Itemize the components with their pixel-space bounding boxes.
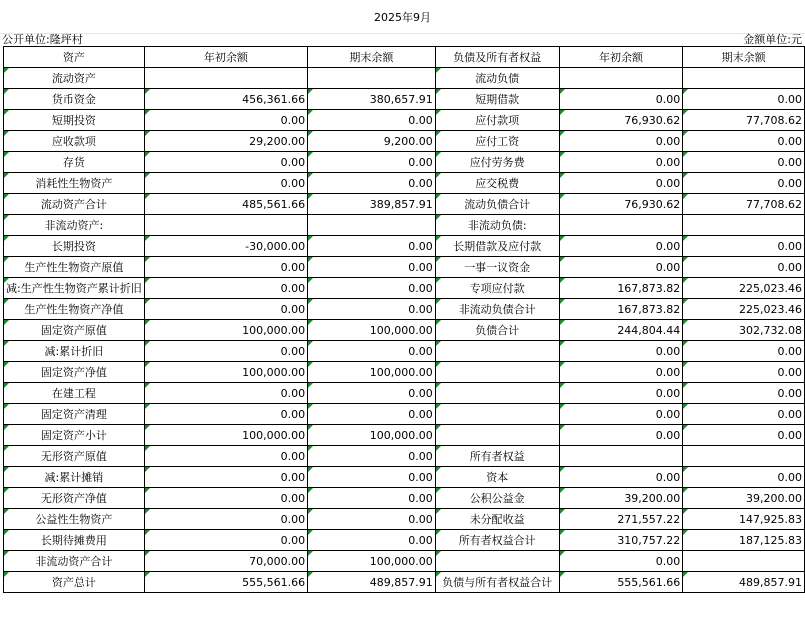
asset-closing-cell[interactable]: 100,000.00 bbox=[308, 425, 436, 446]
liability-opening-cell[interactable]: 0.00 bbox=[559, 257, 683, 278]
asset-name-cell[interactable]: 减:生产性生物资产累计折旧 bbox=[4, 278, 145, 299]
liability-opening-cell[interactable]: 244,804.44 bbox=[559, 320, 683, 341]
liability-opening-cell[interactable]: 0.00 bbox=[559, 173, 683, 194]
liability-name-cell[interactable]: 资本 bbox=[435, 467, 559, 488]
asset-opening-cell[interactable]: 29,200.00 bbox=[144, 131, 307, 152]
asset-closing-cell[interactable]: 100,000.00 bbox=[308, 320, 436, 341]
liability-name-cell[interactable]: 一事一议资金 bbox=[435, 257, 559, 278]
liability-closing-cell[interactable] bbox=[683, 446, 805, 467]
liability-name-cell[interactable]: 应交税费 bbox=[435, 173, 559, 194]
table-row bbox=[4, 467, 805, 488]
table-row bbox=[4, 215, 805, 236]
asset-closing-cell[interactable]: 0.00 bbox=[308, 509, 436, 530]
table-row bbox=[4, 320, 805, 341]
asset-name-cell[interactable]: 无形资产原值 bbox=[4, 446, 145, 467]
asset-closing-cell[interactable]: 380,657.91 bbox=[308, 89, 436, 110]
asset-opening-cell[interactable]: 456,361.66 bbox=[144, 89, 307, 110]
liability-closing-cell[interactable]: 0.00 bbox=[683, 467, 805, 488]
header-row bbox=[4, 47, 805, 68]
asset-closing-cell[interactable]: 0.00 bbox=[308, 236, 436, 257]
liability-opening-cell[interactable]: 0.00 bbox=[559, 383, 683, 404]
balance-sheet-table bbox=[3, 46, 805, 593]
asset-opening-cell[interactable]: 0.00 bbox=[144, 278, 307, 299]
balance-sheet-body bbox=[4, 47, 805, 593]
liability-closing-cell[interactable]: 0.00 bbox=[683, 257, 805, 278]
header-cell-assets-closing[interactable]: 期末余额 bbox=[308, 47, 436, 68]
liability-name-cell[interactable]: 负债与所有者权益合计 bbox=[435, 572, 559, 593]
liability-opening-cell[interactable]: 76,930.62 bbox=[559, 194, 683, 215]
liability-opening-cell[interactable]: 0.00 bbox=[559, 425, 683, 446]
asset-opening-cell[interactable]: 100,000.00 bbox=[144, 425, 307, 446]
reporting-unit: 公开单位:隆坪村 bbox=[2, 33, 83, 46]
liability-name-cell[interactable] bbox=[435, 341, 559, 362]
table-row bbox=[4, 131, 805, 152]
asset-name-cell[interactable]: 消耗性生物资产 bbox=[4, 173, 145, 194]
liability-opening-cell[interactable]: 0.00 bbox=[559, 89, 683, 110]
liability-name-cell[interactable]: 所有者权益 bbox=[435, 446, 559, 467]
liability-name-cell[interactable] bbox=[435, 383, 559, 404]
asset-closing-cell[interactable]: 9,200.00 bbox=[308, 131, 436, 152]
asset-opening-cell[interactable]: 0.00 bbox=[144, 446, 307, 467]
table-row bbox=[4, 404, 805, 425]
table-row bbox=[4, 68, 805, 89]
asset-closing-cell[interactable] bbox=[308, 68, 436, 89]
liability-closing-cell[interactable]: 225,023.46 bbox=[683, 299, 805, 320]
asset-name-cell[interactable]: 长期投资 bbox=[4, 236, 145, 257]
liability-closing-cell[interactable]: 187,125.83 bbox=[683, 530, 805, 551]
asset-name-cell[interactable]: 生产性生物资产原值 bbox=[4, 257, 145, 278]
header-cell-liabilities-opening[interactable]: 年初余额 bbox=[559, 47, 683, 68]
liability-closing-cell[interactable] bbox=[683, 551, 805, 572]
asset-closing-cell[interactable]: 0.00 bbox=[308, 173, 436, 194]
asset-opening-cell[interactable]: 100,000.00 bbox=[144, 320, 307, 341]
asset-closing-cell[interactable]: 0.00 bbox=[308, 257, 436, 278]
table-row bbox=[4, 110, 805, 131]
asset-opening-cell[interactable]: 0.00 bbox=[144, 257, 307, 278]
liability-name-cell[interactable]: 非流动负债合计 bbox=[435, 299, 559, 320]
table-row bbox=[4, 152, 805, 173]
asset-name-cell[interactable]: 公益性生物资产 bbox=[4, 509, 145, 530]
asset-name-cell[interactable]: 减:累计折旧 bbox=[4, 341, 145, 362]
asset-name-cell[interactable]: 无形资产净值 bbox=[4, 488, 145, 509]
asset-closing-cell[interactable]: 100,000.00 bbox=[308, 362, 436, 383]
asset-closing-cell[interactable]: 0.00 bbox=[308, 278, 436, 299]
liability-name-cell[interactable]: 应付工资 bbox=[435, 131, 559, 152]
liability-name-cell[interactable] bbox=[435, 362, 559, 383]
asset-opening-cell[interactable]: 0.00 bbox=[144, 383, 307, 404]
asset-closing-cell[interactable]: 100,000.00 bbox=[308, 551, 436, 572]
liability-name-cell[interactable]: 应付劳务费 bbox=[435, 152, 559, 173]
liability-closing-cell[interactable] bbox=[683, 68, 805, 89]
table-row bbox=[4, 278, 805, 299]
asset-opening-cell[interactable]: 0.00 bbox=[144, 299, 307, 320]
liability-name-cell[interactable]: 流动负债合计 bbox=[435, 194, 559, 215]
header-cell-liabilities-equity[interactable]: 负债及所有者权益 bbox=[435, 47, 559, 68]
asset-name-cell[interactable]: 流动资产 bbox=[4, 68, 145, 89]
liability-opening-cell[interactable] bbox=[559, 446, 683, 467]
asset-opening-cell[interactable]: 555,561.66 bbox=[144, 572, 307, 593]
asset-name-cell[interactable]: 应收款项 bbox=[4, 131, 145, 152]
asset-name-cell[interactable]: 固定资产原值 bbox=[4, 320, 145, 341]
liability-opening-cell[interactable] bbox=[559, 215, 683, 236]
liability-name-cell[interactable] bbox=[435, 425, 559, 446]
table-row bbox=[4, 89, 805, 110]
asset-opening-cell[interactable]: 100,000.00 bbox=[144, 362, 307, 383]
liability-closing-cell[interactable]: 147,925.83 bbox=[683, 509, 805, 530]
asset-name-cell[interactable]: 在建工程 bbox=[4, 383, 145, 404]
asset-name-cell[interactable]: 减:累计摊销 bbox=[4, 467, 145, 488]
table-row bbox=[4, 509, 805, 530]
asset-opening-cell[interactable]: 0.00 bbox=[144, 488, 307, 509]
report-meta-row bbox=[0, 33, 805, 46]
asset-closing-cell[interactable]: 0.00 bbox=[308, 383, 436, 404]
table-row bbox=[4, 446, 805, 467]
liability-closing-cell[interactable]: 0.00 bbox=[683, 362, 805, 383]
asset-opening-cell[interactable]: 70,000.00 bbox=[144, 551, 307, 572]
table-row bbox=[4, 383, 805, 404]
asset-opening-cell[interactable]: 0.00 bbox=[144, 404, 307, 425]
liability-opening-cell[interactable]: 271,557.22 bbox=[559, 509, 683, 530]
table-row bbox=[4, 341, 805, 362]
report-period: 2025年9月 bbox=[0, 0, 805, 34]
liability-name-cell[interactable] bbox=[435, 551, 559, 572]
currency-unit: 金额单位:元 bbox=[743, 33, 802, 46]
liability-name-cell[interactable]: 应付款项 bbox=[435, 110, 559, 131]
liability-opening-cell[interactable] bbox=[559, 68, 683, 89]
liability-name-cell[interactable]: 非流动负债: bbox=[435, 215, 559, 236]
liability-opening-cell[interactable]: 555,561.66 bbox=[559, 572, 683, 593]
liability-closing-cell[interactable]: 0.00 bbox=[683, 404, 805, 425]
liability-name-cell[interactable]: 长期借款及应付款 bbox=[435, 236, 559, 257]
liability-opening-cell[interactable]: 0.00 bbox=[559, 236, 683, 257]
header-cell-assets[interactable]: 资产 bbox=[4, 47, 145, 68]
liability-closing-cell[interactable]: 0.00 bbox=[683, 89, 805, 110]
asset-name-cell[interactable]: 非流动资产合计 bbox=[4, 551, 145, 572]
asset-opening-cell[interactable]: 0.00 bbox=[144, 341, 307, 362]
liability-opening-cell[interactable]: 167,873.82 bbox=[559, 299, 683, 320]
asset-closing-cell[interactable]: 0.00 bbox=[308, 341, 436, 362]
asset-name-cell[interactable]: 固定资产净值 bbox=[4, 362, 145, 383]
liability-opening-cell[interactable]: 310,757.22 bbox=[559, 530, 683, 551]
asset-opening-cell[interactable]: 0.00 bbox=[144, 467, 307, 488]
asset-opening-cell[interactable]: 0.00 bbox=[144, 173, 307, 194]
asset-name-cell[interactable]: 货币资金 bbox=[4, 89, 145, 110]
table-row bbox=[4, 236, 805, 257]
asset-opening-cell[interactable]: 485,561.66 bbox=[144, 194, 307, 215]
table-row bbox=[4, 257, 805, 278]
liability-closing-cell[interactable]: 0.00 bbox=[683, 152, 805, 173]
liability-closing-cell[interactable]: 0.00 bbox=[683, 173, 805, 194]
asset-closing-cell[interactable]: 0.00 bbox=[308, 404, 436, 425]
table-row bbox=[4, 173, 805, 194]
liability-closing-cell[interactable] bbox=[683, 215, 805, 236]
liability-closing-cell[interactable]: 39,200.00 bbox=[683, 488, 805, 509]
asset-name-cell[interactable]: 固定资产小计 bbox=[4, 425, 145, 446]
liability-closing-cell[interactable]: 0.00 bbox=[683, 341, 805, 362]
liability-opening-cell[interactable]: 167,873.82 bbox=[559, 278, 683, 299]
liability-name-cell[interactable]: 短期借款 bbox=[435, 89, 559, 110]
header-cell-liabilities-closing[interactable]: 期末余额 bbox=[683, 47, 805, 68]
asset-opening-cell[interactable]: 0.00 bbox=[144, 509, 307, 530]
asset-closing-cell[interactable]: 0.00 bbox=[308, 530, 436, 551]
asset-closing-cell[interactable]: 0.00 bbox=[308, 110, 436, 131]
asset-closing-cell[interactable]: 0.00 bbox=[308, 488, 436, 509]
table-row bbox=[4, 194, 805, 215]
asset-closing-cell[interactable]: 0.00 bbox=[308, 152, 436, 173]
asset-closing-cell[interactable]: 0.00 bbox=[308, 446, 436, 467]
table-row bbox=[4, 530, 805, 551]
liability-name-cell[interactable] bbox=[435, 404, 559, 425]
asset-closing-cell[interactable]: 0.00 bbox=[308, 299, 436, 320]
liability-name-cell[interactable]: 未分配收益 bbox=[435, 509, 559, 530]
asset-closing-cell[interactable] bbox=[308, 215, 436, 236]
liability-opening-cell[interactable]: 76,930.62 bbox=[559, 110, 683, 131]
liability-name-cell[interactable]: 负债合计 bbox=[435, 320, 559, 341]
asset-closing-cell[interactable]: 489,857.91 bbox=[308, 572, 436, 593]
asset-closing-cell[interactable]: 0.00 bbox=[308, 467, 436, 488]
asset-name-cell[interactable]: 固定资产清理 bbox=[4, 404, 145, 425]
header-cell-assets-opening[interactable]: 年初余额 bbox=[144, 47, 307, 68]
liability-closing-cell[interactable]: 0.00 bbox=[683, 425, 805, 446]
table-row bbox=[4, 551, 805, 572]
asset-opening-cell[interactable]: 0.00 bbox=[144, 110, 307, 131]
liability-closing-cell[interactable]: 0.00 bbox=[683, 236, 805, 257]
liability-opening-cell[interactable]: 0.00 bbox=[559, 467, 683, 488]
liability-closing-cell[interactable]: 0.00 bbox=[683, 131, 805, 152]
liability-closing-cell[interactable]: 489,857.91 bbox=[683, 572, 805, 593]
asset-name-cell[interactable]: 非流动资产: bbox=[4, 215, 145, 236]
asset-opening-cell[interactable]: 0.00 bbox=[144, 152, 307, 173]
liability-name-cell[interactable]: 所有者权益合计 bbox=[435, 530, 559, 551]
liability-opening-cell[interactable]: 0.00 bbox=[559, 341, 683, 362]
liability-closing-cell[interactable]: 225,023.46 bbox=[683, 278, 805, 299]
liability-opening-cell[interactable]: 0.00 bbox=[559, 404, 683, 425]
liability-opening-cell[interactable]: 0.00 bbox=[559, 152, 683, 173]
table-row bbox=[4, 425, 805, 446]
liability-opening-cell[interactable]: 39,200.00 bbox=[559, 488, 683, 509]
liability-closing-cell[interactable]: 77,708.62 bbox=[683, 110, 805, 131]
asset-opening-cell[interactable]: 0.00 bbox=[144, 530, 307, 551]
asset-opening-cell[interactable] bbox=[144, 68, 307, 89]
asset-opening-cell[interactable]: -30,000.00 bbox=[144, 236, 307, 257]
asset-name-cell[interactable]: 长期待摊费用 bbox=[4, 530, 145, 551]
liability-opening-cell[interactable]: 0.00 bbox=[559, 131, 683, 152]
liability-name-cell[interactable]: 流动负债 bbox=[435, 68, 559, 89]
liability-opening-cell[interactable]: 0.00 bbox=[559, 551, 683, 572]
asset-closing-cell[interactable]: 389,857.91 bbox=[308, 194, 436, 215]
table-row bbox=[4, 488, 805, 509]
liability-name-cell[interactable]: 公积公益金 bbox=[435, 488, 559, 509]
table-row bbox=[4, 572, 805, 593]
asset-name-cell[interactable]: 流动资产合计 bbox=[4, 194, 145, 215]
liability-name-cell[interactable]: 专项应付款 bbox=[435, 278, 559, 299]
asset-opening-cell[interactable] bbox=[144, 215, 307, 236]
liability-closing-cell[interactable]: 77,708.62 bbox=[683, 194, 805, 215]
table-row bbox=[4, 299, 805, 320]
asset-name-cell[interactable]: 短期投资 bbox=[4, 110, 145, 131]
asset-name-cell[interactable]: 生产性生物资产净值 bbox=[4, 299, 145, 320]
liability-closing-cell[interactable]: 0.00 bbox=[683, 383, 805, 404]
asset-name-cell[interactable]: 资产总计 bbox=[4, 572, 145, 593]
liability-closing-cell[interactable]: 302,732.08 bbox=[683, 320, 805, 341]
table-row bbox=[4, 362, 805, 383]
liability-opening-cell[interactable]: 0.00 bbox=[559, 362, 683, 383]
asset-name-cell[interactable]: 存货 bbox=[4, 152, 145, 173]
